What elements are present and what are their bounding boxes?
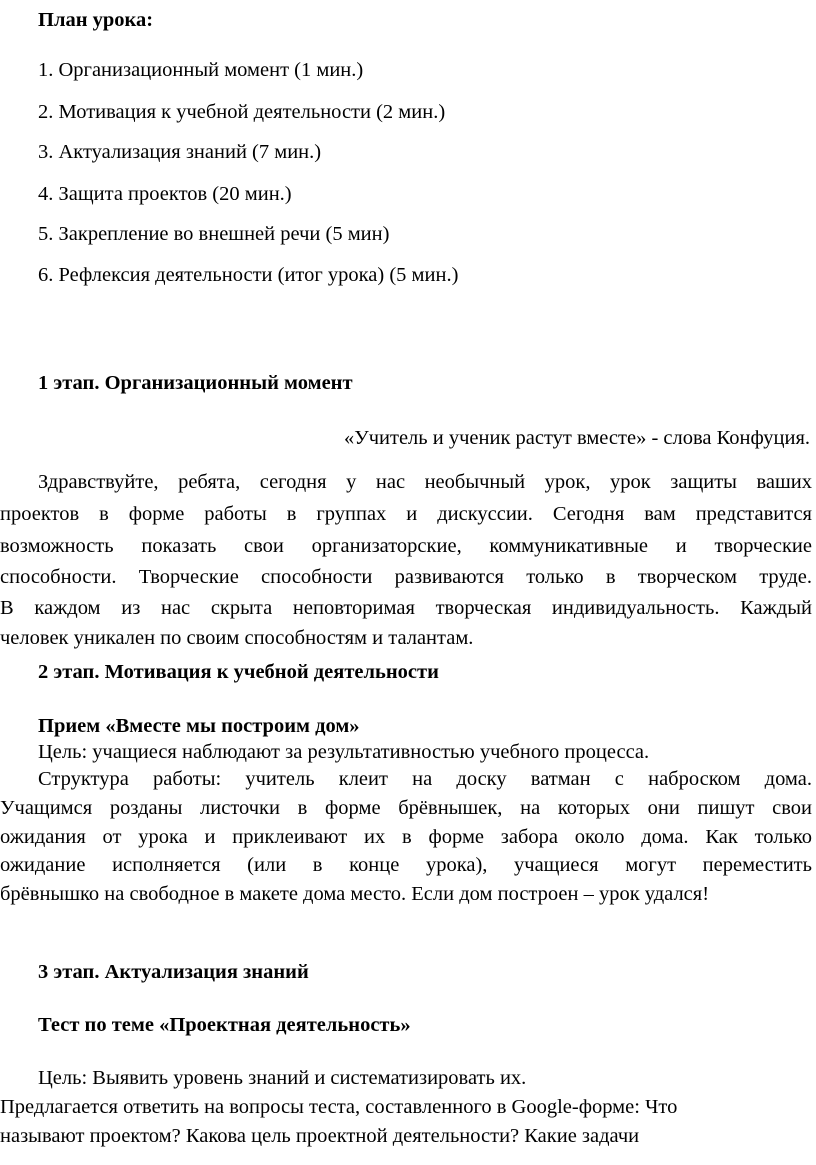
stage1-line-3: возможность показать свои организаторские, коммуникативные и творческие bbox=[0, 535, 812, 557]
stage3-goal: Цель: Выявить уровень знаний и систематизировать их. bbox=[38, 1067, 527, 1089]
plan-item-6: 6. Рефлексия деятельности (итог урока) (5 мин.) bbox=[38, 264, 459, 286]
stage1-line-6: человек уникален по своим способностям и талантам. bbox=[0, 627, 474, 649]
plan-item-5: 5. Закрепление во внешней речи (5 мин) bbox=[38, 223, 390, 245]
stage2-goal: Цель: учащиеся наблюдают за результативностью учебного процесса. bbox=[38, 741, 650, 763]
plan-item-4: 4. Защита проектов (20 мин.) bbox=[38, 183, 292, 205]
plan-item-1: 1. Организационный момент (1 мин.) bbox=[38, 59, 364, 81]
stage3-line-2: называют проектом? Какова цель проектной деятельности? Какие задачи bbox=[0, 1125, 640, 1147]
stage1-line-1: Здравствуйте, ребята, сегодня у нас необычный урок, урок защиты ваших bbox=[38, 471, 812, 493]
stage2-line-5: брёвнышко на свободное в макете дома место. Если дом построен – урок удался! bbox=[0, 883, 710, 905]
stage1-epigraph: «Учитель и ученик растут вместе» - слова Конфуция. bbox=[343, 427, 810, 449]
stage2-line-2: Учащимся розданы листочки в форме брёвнышек, на которых они пишут свои bbox=[0, 797, 812, 819]
stage1-line-2: проектов в форме работы в группах и дискуссии. Сегодня вам представится bbox=[0, 503, 812, 525]
stage1-line-4: способности. Творческие способности развиваются только в творческом труде. bbox=[0, 566, 812, 588]
stage2-line-3: ожидания от урока и приклеивают их в форме забора около дома. Как только bbox=[0, 826, 812, 848]
plan-item-3: 3. Актуализация знаний (7 мин.) bbox=[38, 141, 322, 163]
stage2-line-4: ожидание исполняется (или в конце урока), учащиеся могут переместить bbox=[0, 854, 812, 876]
stage2-heading: 2 этап. Мотивация к учебной деятельности bbox=[38, 661, 439, 683]
stage1-line-5: В каждом из нас скрыта неповторимая творческая индивидуальность. Каждый bbox=[0, 597, 812, 619]
stage2-technique: Прием «Вместе мы построим дом» bbox=[38, 715, 360, 737]
stage3-line-1: Предлагается ответить на вопросы теста, составленного в Google-форме: Что bbox=[0, 1096, 678, 1118]
stage3-heading: 3 этап. Актуализация знаний bbox=[38, 961, 309, 983]
plan-item-2: 2. Мотивация к учебной деятельности (2 мин.) bbox=[38, 101, 446, 123]
stage1-heading: 1 этап. Организационный момент bbox=[38, 372, 353, 394]
stage2-line-1: Структура работы: учитель клеит на доску ватман с наброском дома. bbox=[38, 768, 812, 790]
plan-title: План урока: bbox=[38, 9, 154, 31]
stage3-test-title: Тест по теме «Проектная деятельность» bbox=[38, 1014, 411, 1036]
